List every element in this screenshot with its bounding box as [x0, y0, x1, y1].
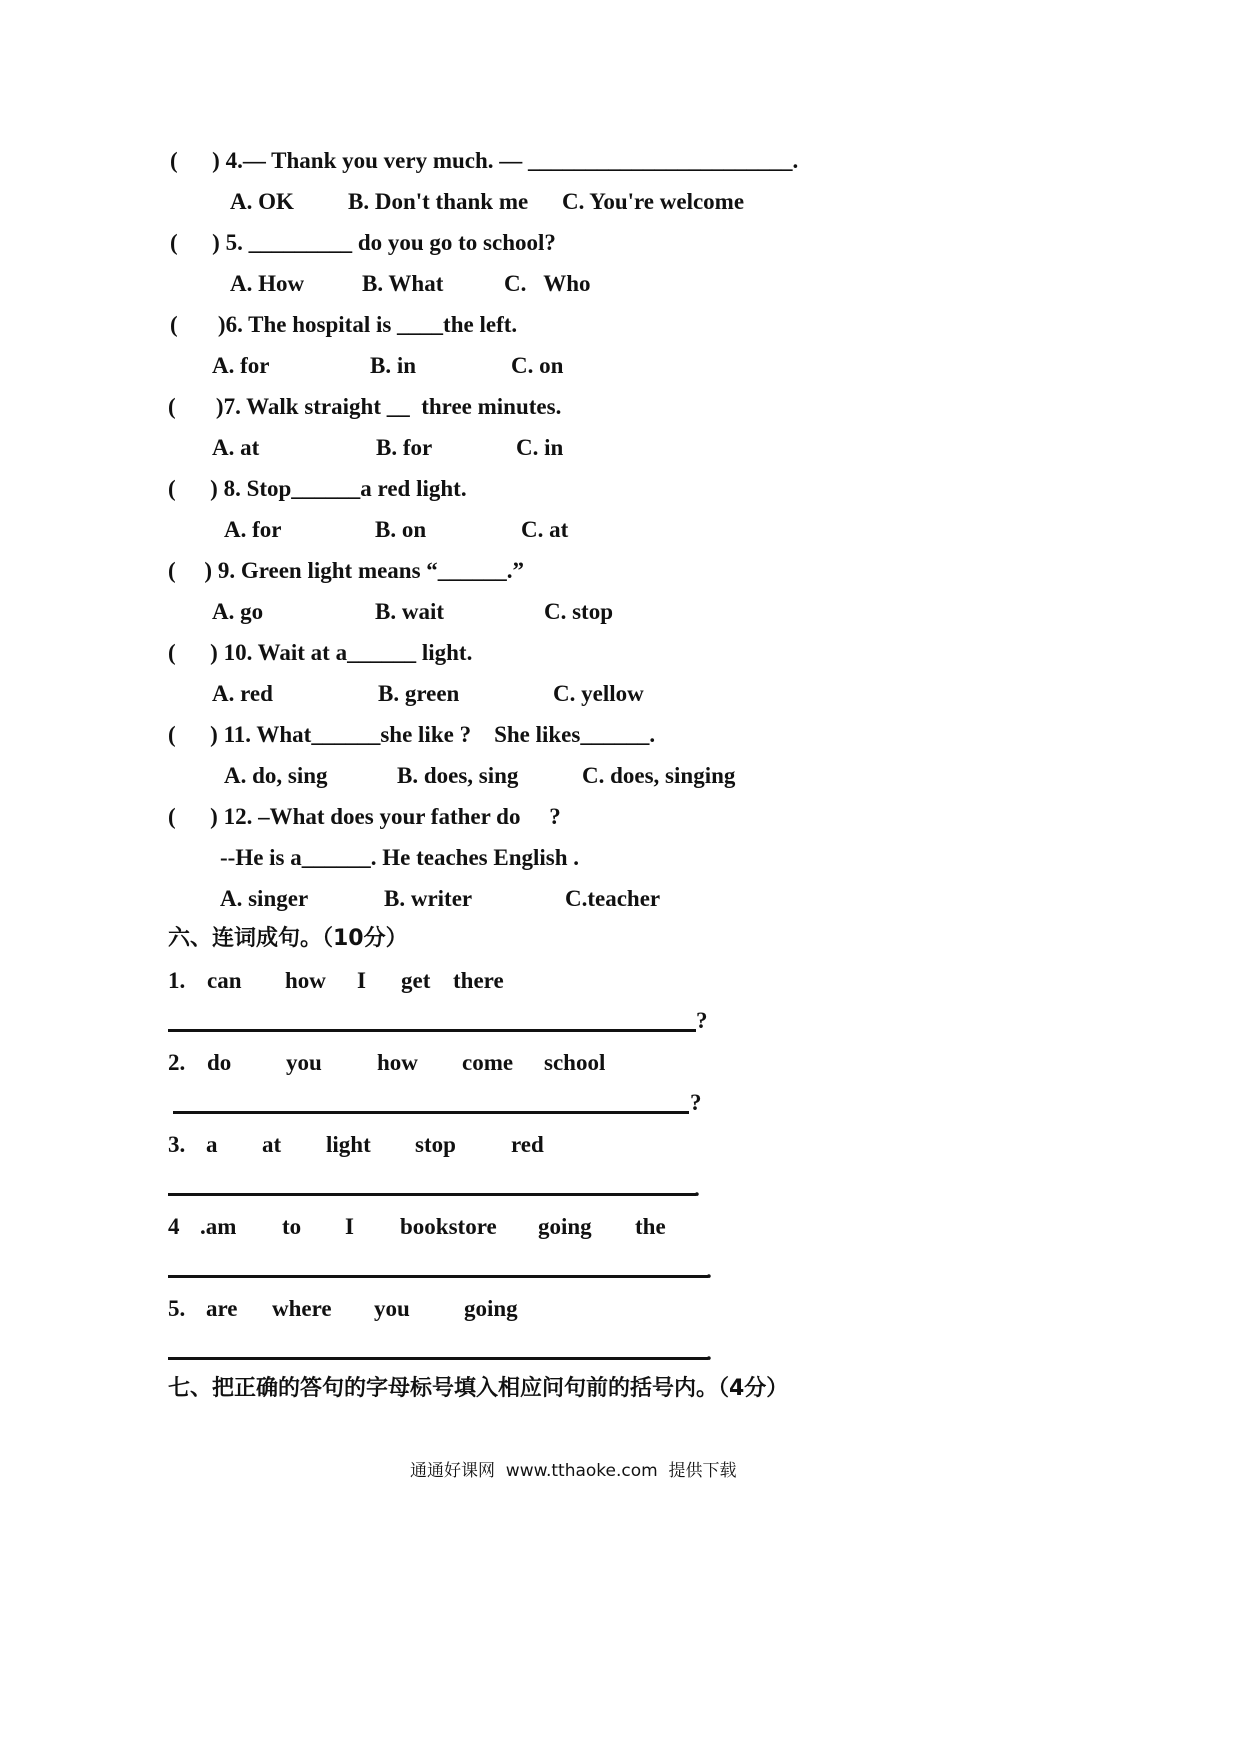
item-4-word: .am	[200, 1214, 237, 1239]
item-3-word: stop	[415, 1132, 456, 1157]
item-4-word: to	[282, 1214, 302, 1239]
question-6-option-a: A. for	[212, 353, 270, 378]
question-5-stem: ( ) 5. _________ do you go to school?	[170, 230, 556, 255]
item-2-word: school	[544, 1050, 606, 1075]
question-12-stem: ( ) 12. –What does your father do ?	[168, 804, 561, 829]
question-5-option-b: B. What	[362, 271, 444, 296]
answer-line-1	[168, 1029, 696, 1032]
question-8-option-b: B. on	[375, 517, 427, 542]
question-11-option-c: C. does, singing	[582, 763, 736, 788]
item-1-word: can	[207, 968, 242, 993]
question-9-option-c: C. stop	[544, 599, 614, 624]
section-6-title: 六、连词成句。（10分）	[168, 926, 408, 951]
question-10-stem: ( ) 10. Wait at a______ light.	[168, 640, 473, 665]
question-9-option-b: B. wait	[375, 599, 444, 624]
question-4-option-a: A. OK	[230, 189, 294, 214]
item-2-end-mark: ?	[690, 1090, 702, 1115]
answer-line-3	[168, 1193, 696, 1196]
question-11-option-b: B. does, sing	[397, 763, 519, 788]
question-7-stem: ( )7. Walk straight __ three minutes.	[168, 394, 562, 419]
question-10-option-a: A. red	[212, 681, 273, 706]
item-2-word: how	[377, 1050, 418, 1075]
item-1-word: I	[357, 968, 366, 993]
item-1-number: 1.	[168, 968, 186, 993]
question-12-option-a: A. singer	[220, 886, 309, 911]
item-5-word: where	[272, 1296, 332, 1321]
question-8-stem: ( ) 8. Stop______a red light.	[168, 476, 467, 501]
question-12-answer-line: --He is a______. He teaches English .	[220, 845, 580, 870]
question-7-option-a: A. at	[212, 435, 260, 460]
item-3-word: light	[326, 1132, 371, 1157]
question-5-option-a: A. How	[230, 271, 305, 296]
question-11-option-a: A. do, sing	[224, 763, 328, 788]
item-2-word: come	[462, 1050, 514, 1075]
item-5-number: 5.	[168, 1296, 186, 1321]
item-4-word: I	[345, 1214, 354, 1239]
footer-credit: 通通好课网 www.tthaoke.com 提供下载	[410, 1461, 737, 1481]
answer-line-2	[173, 1111, 689, 1114]
item-2-word: you	[286, 1050, 322, 1075]
question-10-option-b: B. green	[378, 681, 460, 706]
item-1-end-mark: ?	[696, 1008, 708, 1033]
item-1-word: how	[285, 968, 326, 993]
question-4-option-c: C. You're welcome	[562, 189, 745, 214]
item-5-word: are	[206, 1296, 238, 1321]
question-6-option-c: C. on	[511, 353, 564, 378]
item-1-word: there	[453, 968, 504, 993]
item-3-word: a	[206, 1132, 218, 1157]
question-8-option-a: A. for	[224, 517, 282, 542]
item-5-word: you	[374, 1296, 410, 1321]
item-3-word: at	[262, 1132, 282, 1157]
answer-line-4	[168, 1275, 708, 1278]
question-5-option-c: C. Who	[504, 271, 591, 296]
question-4-stem: ( ) 4.— Thank you very much. — _______________________.	[170, 148, 799, 173]
question-6-stem: ( )6. The hospital is ____the left.	[170, 312, 518, 337]
item-3-end-mark: .	[694, 1176, 700, 1201]
question-7-option-c: C. in	[516, 435, 564, 460]
question-11-stem: ( ) 11. What______she like ? She likes______.	[168, 722, 656, 747]
item-4-word: the	[635, 1214, 666, 1239]
item-4-word: going	[538, 1214, 592, 1239]
item-2-word: do	[207, 1050, 232, 1075]
question-12-option-b: B. writer	[384, 886, 473, 911]
item-5-end-mark: .	[706, 1340, 712, 1365]
item-4-end-mark: .	[706, 1258, 712, 1283]
question-8-option-c: C. at	[521, 517, 569, 542]
question-4-option-b: B. Don't thank me	[348, 189, 529, 214]
answer-line-5	[168, 1357, 708, 1360]
item-5-word: going	[464, 1296, 518, 1321]
question-9-stem: ( ) 9. Green light means “______.”	[168, 558, 525, 583]
item-4-word: bookstore	[400, 1214, 497, 1239]
item-1-word: get	[401, 968, 431, 993]
item-3-word: red	[511, 1132, 544, 1157]
question-7-option-b: B. for	[376, 435, 433, 460]
section-7-title: 七、把正确的答句的字母标号填入相应问句前的括号内。（4分）	[168, 1376, 789, 1401]
question-9-option-a: A. go	[212, 599, 264, 624]
item-4-number: 4	[168, 1214, 180, 1239]
question-6-option-b: B. in	[370, 353, 417, 378]
question-12-option-c: C.teacher	[565, 886, 661, 911]
item-3-number: 3.	[168, 1132, 186, 1157]
item-2-number: 2.	[168, 1050, 186, 1075]
question-10-option-c: C. yellow	[553, 681, 644, 706]
